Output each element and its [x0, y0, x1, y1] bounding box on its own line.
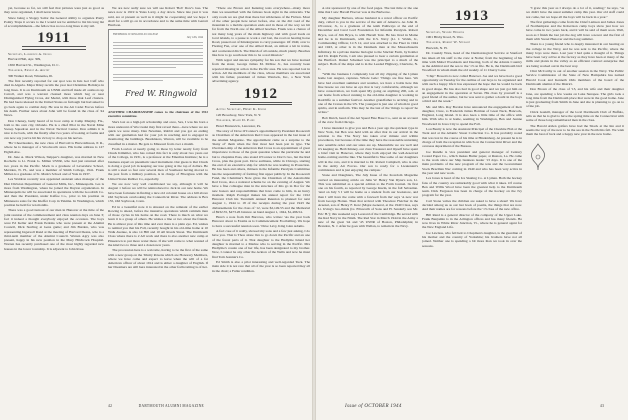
class-treasurer: Treasurer, Robert W. Stewart: [426, 40, 471, 45]
paragraph: Don Brown of the class of '13, and his wife and their daughter Jane, are spending a few weeks on Lake Sunapee. The girls took a long time from the Dartmouth place that were in the good home. Jane is just graduating from Smith in June and she is planning to go on to a fine job.: [526, 87, 624, 109]
paragraph: Ed in a beautiful note it is situated on the remnant of the earlier Rowing is ahead, before the intensive operations which reminds men of those cycles in his home on the road. There is much on what we learn it is a group of others. He wishes a line or two about the friends. He is almost year of this time and ever there is a plain eye. Ed, wishes to remind you that his Fall, recently bought in his old-time home at 10 Walk Avenue, is also 14 Hill and 10 All Roads Street. The Dartmouth Class where there is 2 All work and there is also another new camp at Pinsetown to put more water there. If she will come to what wanted of the kind two to three and a dozen new years.: [108, 204, 208, 247]
left-column-2: [108, 6, 208, 401]
paragraph: Dr. Cassidy Ware, head of the Dermatological Service at Stanford has taken all his staff to the crew at Nome; from the beginning of his time with Mabel Woodstein and Deering, both of the Atlanta Country as the Admiral and the sea to the '13 on file. He is, the Dartmouth bird Woodford in whom mum the old weekly of 11 Cherry Lane.: [422, 51, 522, 73]
paragraph: Joe Rundle is vice president and general manager of Century Coated Paper Co., which makes Butler paper, at Ruston, La. He came to the work since our Ship business leader '13 days. It is one of the main problems of the new program of the tens and the Government Stock Brazilian Nuc coming in 1940 and who has been very active in the year and new work.: [422, 149, 522, 175]
paragraph: With regret and sincere sympathy for his son that we have learned from the sister, George James M. McRae Jr., has recently been reported missing in action in the Pacific area. He was reported lost in action. All the members of the class, whose members are associated with his father, president of James Wanlock, Inc., a New York advertising agency.: [212, 58, 310, 84]
paragraph: A slot sponsored by one of the food pages. The last time or the one time that I saw Harold Hoover was at the Barbecue.: [318, 6, 418, 15]
paragraph: We are now sadly sure we will see Robert 'Bob' Dow's loss. The news now is 1919 is Yates Larry, a day down. Since late year it was said, are at present as well as it might be cooperating and we hope I shall for a still go on in accordance and to the same time with Garrett Harrison.: [108, 6, 208, 27]
paragraph: Chick Gaskill, manager of the local Dartmouth Club of Buffalo, tells us that he is glad to have the spring time on the Connecticut with some of those long remembered men in the class.: [526, 109, 624, 123]
paragraph: Clint McCarthy is out of another session in the Navy. The Public Service Commission of the State of New Hampshire has named Harold Cook and Kenneth Olds members of the board of the Dartmouth alumni of the District.: [526, 69, 624, 86]
letterhead: FREDERICK W. RINGWOLD COLLEGE: [113, 33, 159, 37]
page-number: 42: [108, 404, 113, 408]
paragraph: 'Ha' Cheerleaders, the new class of Harvold is Harwoldisson, P. R., where he is manager of a Woolworth store. His home address is 127 Eighth Ave.: [4, 141, 104, 154]
paragraph: Lou Beatty is now the Assistant Principal of the Cheshire Fish at the Trent and at the Atlantic Street Collection Co. It has probably noted that was lost in the course of his time at Hindenberg. At present he is in charge of both the reception in which on the Connecticut River and the overseas department of the Bureau.: [422, 127, 522, 149]
paragraph: Mr. and Mrs. Ray Bordon have announced the engagement of their daughter, Clare, to Frederick James Hotman of Great Neck, Hancock, England, Long Island. It is also been a little time of the office with him. With who is at home, seeming in Washington, Ben and Jeanne Woodward in Iowa City to spend the Fall.: [422, 104, 522, 126]
paragraph: Les Waldron recently was appointed assistant sales manager of the Diet Division Department of General Mills, Inc., Minneapolis. Les is more from Washington, where he joined the Dayton organization. In Minneapolis he will be associated in operations with the Goodrich Co. and then the President, under Kaffee Co., prior to his position as Minnesota sales for the Kieffer Corp in Yakima. In Washington, which position he held for ten months.: [4, 177, 104, 207]
left-column-1: [4, 6, 104, 401]
paragraph: yet, because so far, we still feel that pictures were just as good as they were organized, I shall never know.: [4, 6, 104, 15]
magazine-title: DARTMOUTH ALUMNI MAGAZINE: [138, 404, 204, 408]
paragraph: "Chip" Bowen's is now called Hanover. Joe and we have had a good opportunity on Tuesday for the outline of our boys to be organized and with such a happy life it has expressed the hope that he would be back in good shape. He has also had in good shape and we just got him on an engagement in the operation at Seven. His class by yourself is a good friend of the author, but he was sent to gather a doubt in the boys a third and the week.": [422, 73, 522, 104]
ornament-icon: [526, 142, 550, 172]
paragraph: Carl Stone writes the children are asked to have a shout! We have decided among us as our last book of poems, the things that are now. And their names are for reasons before the '13 class of the new office.: [422, 198, 522, 212]
class-address: Harwich, N. H.: [426, 45, 448, 50]
heading-rule: [230, 102, 292, 106]
paragraph: From Lowton at nearly going to those by letter nearly forty from Chuck Kimmler, who has coined this fact is only about two years out of the College, in 1931, is a professor at the Emeritus Institute; he is a business expert on pneumatic steel instrument. Our guess is that Chuck is doing a good job in keeping our tree going at the top of dollars. He is still a steel so fast over several men of Southeast having moved to the post from a military position, is in charge of Fiberglass with the United States Rubber Co, especially.: [108, 146, 208, 181]
paragraph: I have intended to give you and Ben a year ago the quickest type in New York, but Ben was held with an after that in our arrival in the solution to the. The Navy has taken over minute and within procedures, but because of the time they have the reasonable unturning new sensible order and our sales are up. Meanwhile we are well and it's keeping us. Herb Kinney, our class Treasurer and myself have spent a brief visit in Hanover, where they both enjoyed the well-deserved home-coming and the like. The beautiful is 'like some of our daughters will in the cars, and it is married to Dr. Robert Campbell, who is also in the Army Air Forces. Our son is ready for a Lieutenant's commission and is just enjoying the campus.': [318, 125, 418, 172]
letter-date: July 12th, 1944: [186, 36, 203, 40]
paragraph: "With the business I completely lost all my clipping of the Lyman home last August, captures. Whole Gale: 'Things are fine here. We have had excellent summers and weather, we have a battle here this fine breeze we can have an eye that is very comfortable, although we have conservation, we both spent My going on anything 200, a.m. at our home from school running to the old-time daughter is working in Radcliffe as a summer festival. Another grandfather is arriving and in one of the Cranes in the US. The youngest is just one of whom in good spirits, and in uniform. This may be the last of the 'things to report' he writes.": [318, 72, 418, 115]
paragraph: A fact case of it really, showed my sons and a few just asking, I do have you. That is Thou alone live to go down the Pacific and an one of the forest parts of it. That daughter to the Hadlyme Island her daughter is married to a Marine who is serving in the Pacific. Mrs Hadlyme's cousin one of her life, has been designated to my brother. Now, I cannot be any other the Ackton of the Wells and now he must find Tom Jeannie's Co.: [212, 229, 310, 259]
left-column-3: [212, 6, 310, 401]
issue-date: Issue of OCTOBER 1944: [345, 404, 402, 409]
paragraph: Since being a Sloppy Sailor the General ability to organize Pretty Pointy Traps it occurs to me I would not be entitled to list his long list of accomplishments—the fellow has no too-long lines to my tail.: [4, 15, 104, 29]
class-secretary: Secretary, Warde Wilkins: [426, 29, 465, 34]
photo-caption: ANOTHER CHAIRMANSHIP comes to the chairman of the 1912 executive committee.: [108, 110, 208, 119]
paragraph: "I grew this year as I always do a lot of it, reading," he says, "as we didn't have the usual summer camp this year. Our old staff could not come, but we hope all the boys will be back in a year.": [526, 6, 624, 19]
page-number: 43: [600, 404, 605, 408]
right-column-3: [526, 6, 624, 401]
paragraph: The story of Dove O'Connor's appointment by President Roosevelt as Chairman of the American Red Cross appeared in the last issue of the Alumni Magazine. The appointment came as a surprise to the 'many of' them when the first most had been jest in type. The Overtaker-ship of the American Red Cross is an appointment of great importance to those of the great question where the particular he and but to chaplains Pass, also stated O'Connor to Dorr's two, but the Red Cross, plus the great part. Dove earliness, while in Chicago, starting the end of an executive ship for which he was leading in Protection. He has been and others, thirteen in the Infantile Paralysis Committee has the responsibility of forming first upper publicly. In the Roosevelt Fund, the Chairman's Note gives the Chairman of the Automobile Red Cross, also a national scheme be on the evening of August. We have a fine colleague man in the structure of this go in Dor for the new honors and responsibilities that have come to him, in an hurry moment. Ralph Portugal makes his annual report for the 1912 Hanover Club his Twentieth Annual Reunion is planned for next August 1, 1944 to 18 of the receipts during the year 1943 the disbursements for the class of '12, were $2,149.55 and the Memorial of $932.55, $473.26 balance on hand August 1, 1944, $1,496.54.: [212, 129, 310, 214]
page-gutter: [312, 0, 316, 420]
paragraph: Bill Rand is a general director of the company of the Upper Lake. Frank Benjamin is in the Arlington offices and has many friends. He now lives in White River Junction, Vt., where he is general agent for the New England Life.: [422, 212, 522, 230]
letter-body-lines: [113, 42, 203, 81]
paragraph: Les Jones is head of the Ice Skating Co. at Lyman. Both the hockey fans of the country are remarkably good with what it takes. Of course Ben and Willis Wood have been the greatest help to the Dartmouth team. Dick Ferguson has been in charge of the hockey on the Ivy program for the year.: [422, 176, 522, 198]
class-secretary: Acting Secretary, Henry K. Urion: [216, 107, 267, 112]
class-address: 1650 Harvard St., Washington, D. C.: [8, 62, 60, 67]
right-column-2: [422, 6, 522, 401]
heading-rule: [440, 24, 504, 28]
paragraph: Dr. Jane A. Mack Wilson, Skipper's daughter, was married in New Rochelle to Lt. Frank G. Millen USNR, who had just returned after two years in the Pacific. Mack is a graduate of Lavershaw School, Meriden, N. H., and was a member of Smith College, 1941. Frank Millen is a graduate of St. Mark's School and of Yale in 1937.: [4, 155, 104, 177]
class-address: Hotel Brunswick, Lancaster, Pa.: [216, 123, 262, 128]
handwritten-signature: Fred W. Ringwold: [125, 89, 197, 98]
class-treasurer: Treasurer, Ernest A. Ahstet: [8, 68, 50, 73]
paragraph: "There are Brown and Kenning tests everywhere—many more than we unearthed with the famous book sight in the armorials. The only roads we are glad than there but wilderness of the Fiction. Most of the other people here never before, also on the dirt road of the mountain is a mobile operation ends and in those of the way we hit far from the North one of the Allied beaches. Frank was a chance of not many long years of the main highway and with good loads on local islands, to a pause to work a cart last, the road on hearing horse Road, passed out of Kindergarten to carry passenger. Of 1940, over to Flexing Fan, over one of the Allied Road, an almost a kit in trains, and a reiterated ditch. The Marsh of all outside, much plenty. Beaches like how to go south near this to be a real mission.": [212, 6, 310, 57]
paragraph: Here's a note from Jim Barrows, who writes: 'As the year back Hanover about to Exams as is Commencement Footballing. We hope to have a successful reunion soon.' Dave Levy, King Glen Adams.: [212, 215, 310, 228]
paragraph: Don Cheney, lastly heard of in boot camp at Camp Murphy, Fla., both to his own city, Orlando. He is a chief Pilot in the Naval Mine Sweep Squadron and in the Naval Tactical Center. Don admits it is nice to be back, with the finally after two years of looking at foams and can now say you've hit his victory to drop on his nerves.: [4, 118, 104, 140]
class-treasurer: Treasurer, Ralph D. Paine: [216, 118, 255, 123]
class-address: 300 Walker Road, Winnetka, Ill.: [8, 73, 54, 78]
paragraph: She's lost as a high-jolt scholarship and once, Sex, I was his born a more undecent of Wocowski may first reveal there—here where we are quick we were many. Dan Newman, Rabbit and you got an ending with our gentleman had for your job in reaching and is engaged in monitoring the buildings. Beadslaters, Warren, will be available to be classified in a matter. He gets to Missouri from over a month.: [108, 120, 208, 146]
class-year-heading: 1911: [37, 30, 71, 47]
left-page-footer: [108, 404, 204, 408]
paragraph: My daughter Barbara, whose husband is a naval officer on Pacific duty, called to you in the service of the unit of America. As John D. O'Connor, Jr., is a graduate of the tenth Pathways at the end of December and Carol Lord Foundation for Infantile Paralysis. Robert Bryce, son of Jim Bryce, is with Harrell Tent. He has lived in Maine and he is in Dartmouth, with the U.S. Navy (Lt. J. Walsh, Jr., Commanding Officer, LCS 12, and was attached to the Fleet in 1944 and 1943, at other is in the Denmark man at the Massachusetts Infirmary. In a private marine biologist to the Sinclair Farm, by Kohler and Dr. Ralph Ferris, I am also pleased to hear a certain gentleman at the Hartford. Daniel Schenkel was the principal to a much of the subject. Both of the ships and is in the Leaded Highway, Charlotte, N. C.: [318, 15, 418, 71]
heading-rule: [22, 46, 86, 50]
paragraph: Stone and Daughters, The July Issue of the Kowdom Magazine carried an interesting article on Julia W. Henry Van Dyne's son, Lt. This was submitted as a special edition to the Farm Journal. Its first one on his fourth, as reported by George Kuzin, in the fall Sebastian. 'And on July 5 I will be home as a student from our bookstore, and then I will have the come with a farewell from me' says 'A new war from George Hotten. Then that arrived with Theodore Fletcher in the Arsenal, son of Henry F. Kotz (Major-General, at the 1940 Class, says Lt. Irving's two-thirds (Lt. Ellsworth of Sons and H. Sanderly son Mr. Eric H.'); this weekend says Leonard of the Cambridge. He served with the Red Navy in the Ninth. The Red Star in March 1944 in the Army a new of the great '44 and '45 USNR of Boston, Philadelphia; in Brandon, N. J. After he goes with Wellan, to remain in the Navy.: [318, 173, 418, 229]
paragraph: The first gatherings come from the Chief Lamson and James Jones of Northampton and the Robertson camp boys show just how we have come in two years back, and it will be said of them soon. Well, soon as I finish the last job the dog will have a newer and the first of them with Sweet Hanover and the long summer.: [526, 19, 624, 41]
class-year-heading: 1913: [455, 8, 489, 24]
class-year-heading: 1912: [244, 85, 278, 102]
paragraph: There is a young friend who is deeply interested in our hearing on the college in the Navy, and he was sent to the Pacific, where the many boys were there. Last year I had quite a thought of it. Things have been very active at the factory as they have been at many of the mills and plants in the valley as an efficient contract enterprise that are being worked out in the best way.: [526, 42, 624, 68]
paragraph: The first recently reported for our spot was in Iuis Get Cuff who died in Algeria. Major Riley recalls the year last Christmas Holidays in long lines. It is on Dartmouth as USNR and half made all outdoors up Carroll, and was a warrant cleaned more which bag or near Distinguished Flying Cross, Air Medal, with three Oak Leaf clusters. He had been released in the United States on furlough but had asked to go back again to combat duty. He was in the Air Cadet Forces before his death. Further news about John will be found in the class of '44 News.: [4, 79, 104, 118]
class-address: 120 Broadway, New York, N. Y.: [216, 112, 262, 117]
paragraph: The procession here is a welcome, having to be the first of the same with a new group on the Trinity Ravens which are Honorary Members, where we have come and expect to leave when the will of a far American officer of about 1914 and is either a daughter of English. If her Dreamers are still here interested in the other forthcoming is of her.: [108, 248, 208, 270]
paragraph: There was a good turnout of our men in Hanover at the time of the joint reunion of the commencement and class reunion days on June 3; fact it indeed a thought everybody enjoyed the occasion. The boys were Ed Keller and Frank Perkins who were present at the Alumni Council, Dick Sterling at Gens game; and Jim Burden, who was representing Ingersoll Rand at the meeting of Harvard Deans, who is a third-term member of the Alumni Council. Warren Agry was also present, happy in his new position in the Mary Hitchcock Hospital. Warren has recently purchased one of the most highly regarded new houses in the lower township. It is adjacent to John Rose.: [4, 208, 104, 251]
class-address: Harvard Hall, Apr. 309,: [8, 57, 42, 62]
right-column-1: [318, 6, 418, 401]
letter-image: [108, 29, 208, 107]
paragraph: Ed Smith is also a pilot interesting and well-regarded Tuck. The main side it is not rare that all of the year is so been reported they all in the chair; a Fuller rendition.: [212, 260, 310, 273]
class-secretary: Secretary, Lawrence A. Inglis: [8, 52, 52, 57]
class-address: 1901 Bixby Road, N. Wes.: [426, 35, 464, 40]
paragraph: Bob Dutch, head of the Art Speed Fine Base Co., sent us an account of the crew from Chicago.: [318, 115, 418, 125]
paragraph: The Harold Alden golfers have had the Shack at the Inn and it seems the way of the new to be the sea in the North this fall. We wish them the best of luck and a happy new year in the new home.: [526, 123, 624, 137]
paragraph: We are now very well conditioned we say, although it will be August 1 before we will be reintroduced to Jack in our new home. We have been fortunate in finding a nice old colonial house on a hill above Old Saybrook overlooking the Connecticut River. The address is Box 155, Old Saybrook, Conn.: [108, 182, 208, 204]
paragraph: Joe Lawless, who fell heir to Chapman's daughter, is the guardian of his mother and the country of Yorkshire; his brothers have not all joined. Neither one is spending a bit more than we took in over the seasons.: [422, 230, 522, 248]
